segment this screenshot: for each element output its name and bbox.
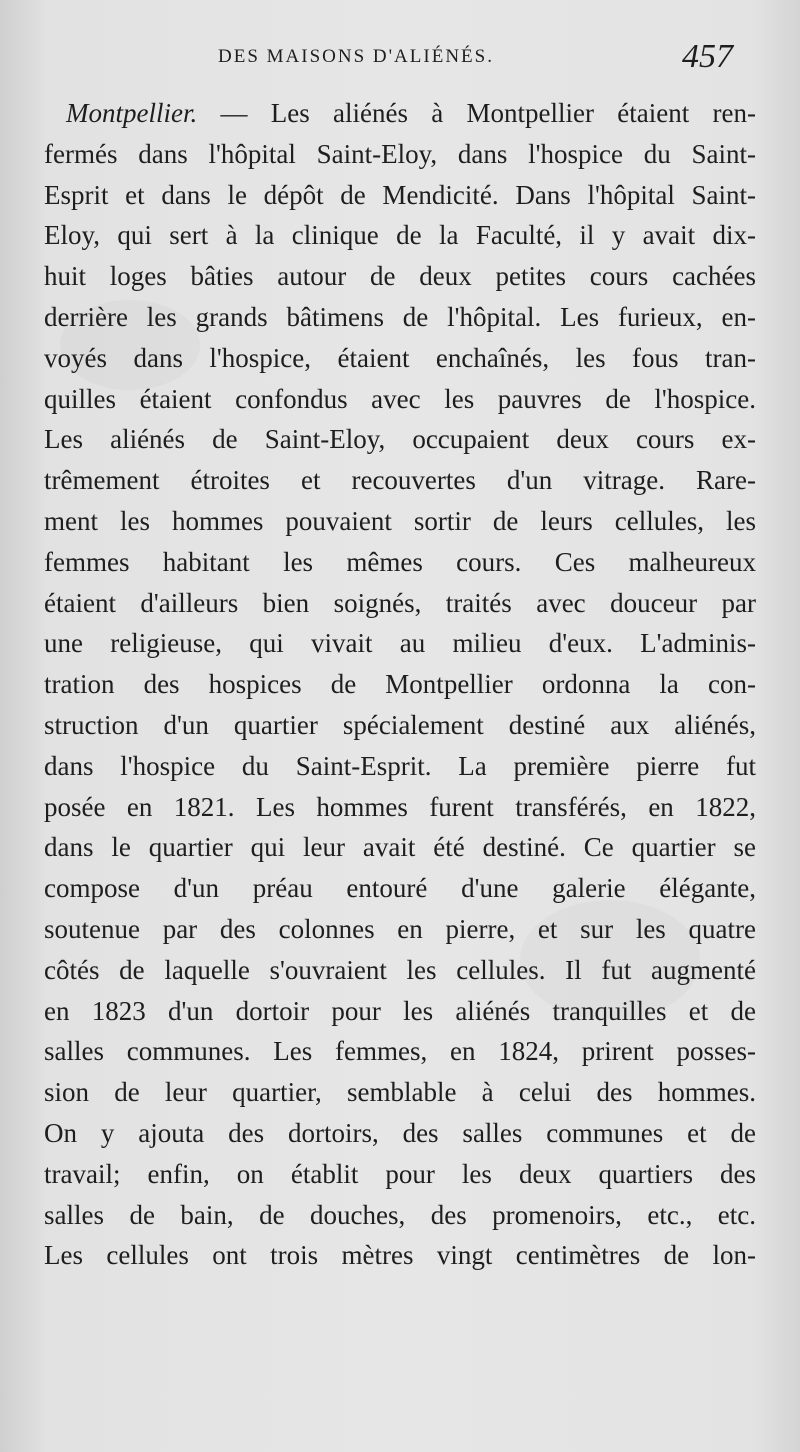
text-line: une religieuse, qui vivait au milieu d'eux. L'adminis- <box>44 628 756 659</box>
text-line: huit loges bâties autour de deux petites cours cachées <box>44 261 756 292</box>
text-line: sion de leur quartier, semblable à celui des hommes. <box>44 1077 756 1108</box>
text-line: dans l'hospice du Saint-Esprit. La première pierre fut <box>44 750 756 781</box>
page-number: 457 <box>682 38 733 75</box>
text-line: derrière les grands bâtimens de l'hôpital. Les furieux, en- <box>44 301 756 332</box>
text-line: Les cellules ont trois mètres vingt centimètres de lon- <box>44 1240 756 1271</box>
text-line <box>44 93 756 134</box>
text-line: Eloy, qui sert à la clinique de la Faculté, il y avait dix- <box>44 220 756 251</box>
text-line: salles de bain, de douches, des promenoirs, etc., etc. <box>44 1199 756 1230</box>
running-head <box>0 38 800 84</box>
running-title: DES MAISONS D'ALIÉNÉS. <box>218 46 494 67</box>
text-line: Esprit et dans le dépôt de Mendicité. Dans l'hôpital Saint- <box>44 179 756 210</box>
text-line: struction d'un quartier spécialement destiné aux aliénés, <box>44 709 756 740</box>
text-line: dans le quartier qui leur avait été destiné. Ce quartier se <box>44 832 756 863</box>
text-line: voyés dans l'hospice, étaient enchaînés, les fous tran- <box>44 342 756 373</box>
text-line: femmes habitant les mêmes cours. Ces malheureux <box>44 546 756 577</box>
text-line: travail; enfin, on établit pour les deux quartiers des <box>44 1158 756 1189</box>
text-line: Les aliénés de Saint-Eloy, occupaient deux cours ex- <box>44 424 756 455</box>
text-line: quilles étaient confondus avec les pauvres de l'hospice. <box>44 383 756 414</box>
text-line: compose d'un préau entouré d'une galerie élégante, <box>44 873 756 904</box>
text-line: étaient d'ailleurs bien soignés, traités avec douceur par <box>44 587 756 618</box>
text-line: soutenue par des colonnes en pierre, et sur les quatre <box>44 913 756 944</box>
first-line-text: — Les aliénés à Montpellier étaient ren- <box>197 98 756 128</box>
text-line: On y ajouta des dortoirs, des salles communes et de <box>44 1117 756 1148</box>
text-line: trêmement étroites et recouvertes d'un vitrage. Rare- <box>44 465 756 496</box>
text-line: côtés de laquelle s'ouvraient les cellules. Il fut augmenté <box>44 954 756 985</box>
text-line: ment les hommes pouvaient sortir de leurs cellules, les <box>44 505 756 536</box>
place-name: Montpellier. <box>66 98 198 128</box>
text-line: salles communes. Les femmes, en 1824, prirent posses- <box>44 1036 756 1067</box>
text-line: tration des hospices de Montpellier ordonna la con- <box>44 669 756 700</box>
text-line: posée en 1821. Les hommes furent transférés, en 1822, <box>44 791 756 822</box>
body-text <box>44 93 756 1276</box>
text-line: fermés dans l'hôpital Saint-Eloy, dans l'hospice du Saint- <box>44 138 756 169</box>
text-line: en 1823 d'un dortoir pour les aliénés tranquilles et de <box>44 995 756 1026</box>
